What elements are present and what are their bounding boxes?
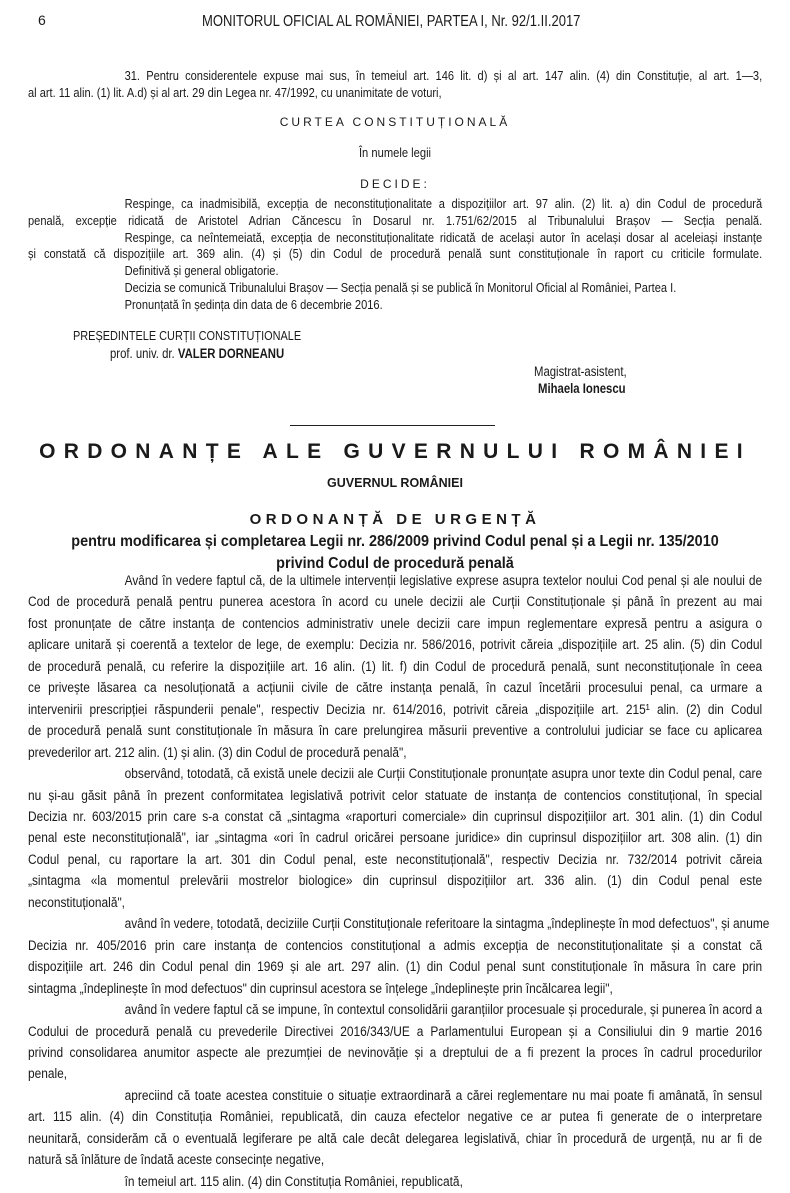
- paragraph-line: Decizia nr. 405/2016 prin care instanța de contencios constituțional a admis excepția de neconstituționalitate și a constat că: [28, 937, 763, 954]
- paragraph-line: „sintagma «la momentul prelevării mostrelor biologice» din cuprinsul dispozițiilor art. 336 alin. (1) din Codul penal este: [28, 873, 763, 890]
- president-title: PREȘEDINTELE CURȚII CONSTITUȚIONALE: [73, 328, 302, 343]
- ruling-line: Definitivă și general obligatorie.: [124, 263, 279, 279]
- paragraph-line: de procedură penală, cu referire la dispozițiile art. 16 alin. (1) lit. f) din Codul de procedură penală, sunt neconstituționale în ceea: [28, 658, 763, 675]
- paragraph-line: penal este neconstituțională", iar „sintagma «ori în cadrul oricărei persoane juridice» din cuprinsul dispozițiilor art. 308 alin. (1) din: [28, 830, 763, 847]
- ruling-line: Respinge, ca neîntemeiată, excepția de neconstituționalitate ridicată de același autor în același dosar al aceleiași instanțe: [124, 229, 763, 245]
- paragraph-line: privind consolidarea anumitor aspecte ale prezumției de nevinovăție și a dreptului de a fi prezent la proces în cadrul procedurilor: [28, 1044, 763, 1061]
- paragraph-line: penale,: [28, 1066, 68, 1083]
- paragraph-line: Codului de procedură penală cu prevederile Directivei 2016/343/UE a Parlamentului European și a Consiliului din 9 martie 2016: [28, 1023, 763, 1040]
- paragraph-line: Decizia nr. 603/2015 prin care s-a constat că „sintagma «raporturi comerciale» din cuprinsul dispozițiilor art. 301 alin. (1) din Codul: [28, 808, 763, 825]
- president-prefix: prof. univ. dr.: [110, 346, 175, 361]
- paragraph-line: având în vedere, totodată, deciziile Curții Constituționale referitoare la sintagma „îndeplinește în mod defectuos", și anume: [124, 916, 770, 933]
- subtitle-line: privind Codul de procedură penală: [276, 555, 514, 572]
- issuer: GUVERNUL ROMÂNIEI: [327, 476, 463, 490]
- page-number: 6: [38, 12, 46, 28]
- decision-rulings: [28, 196, 762, 314]
- ordinance-preamble: [28, 571, 770, 1193]
- court-heading: CURTEA CONSTITUȚIONALĂ: [279, 115, 511, 129]
- ruling-line: Decizia se comunică Tribunalului Brașov — Secția penală și se publică în Monitorul Oficial al României, Partea I.: [124, 279, 677, 295]
- section-title: ORDONANȚE ALE GUVERNULUI ROMÂNIEI: [39, 440, 751, 463]
- paragraph-line: nu și-au găsit până în prezent conformitatea legislativă potrivit celor statuate de instanța de contencios constituțional, în special: [28, 787, 763, 804]
- paragraph-line: de procedură penală sunt constituționale în măsura în care prelungirea măsurii preventive a controlului judiciar se face cu aplicarea: [28, 723, 763, 740]
- assistant-name: Mihaela Ionescu: [538, 381, 626, 396]
- in-name-of-law: În numele legii: [358, 145, 432, 160]
- ruling-line: Pronunțată în ședința din data de 6 decembrie 2016.: [124, 296, 383, 312]
- president-name: VALER DORNEANU: [177, 346, 285, 361]
- paragraph-line: Codul penal, cu raportare la art. 301 din Codul penal, este neconstituțională", respectiv Decizia nr. 732/2014 potrivit căreia: [28, 851, 763, 868]
- paragraph-line: ce privește lăsarea ca nesoluționată a acțiunii civile de către instanța penală, în cazul încetării procesului penal, ca urmare a: [28, 680, 763, 697]
- paragraph-line: observând, totodată, că există unele decizii ale Curții Constituționale pronunțate asupra unor texte din Codul penal, care: [124, 766, 763, 783]
- paragraph-line: dispozițiile art. 246 din Codul penal din 1969 și ale art. 297 alin. (1) din Codul penal sunt constituționale în măsura în care prin: [28, 959, 763, 976]
- paragraph-line: Având în vedere faptul că, de la ultimele intervenții legislative exprese asupra textelor noului Cod penal și ale noului de: [124, 573, 763, 589]
- paragraph-line: sintagma „îndeplinește în mod defectuos" din cuprinsul acestora se înțelege „îndeplinește prin încălcarea legii",: [28, 980, 613, 997]
- section-divider: [290, 425, 495, 426]
- assistant-title: Magistrat-asistent,: [534, 364, 627, 379]
- ruling-line: penală, excepție ridicată de Aristotel Adrian Căncescu în Dosarul nr. 1.751/62/2015 al Tribunalului Brașov — Secția penală.: [28, 212, 763, 228]
- paragraph-line: neconstituțională",: [28, 894, 125, 911]
- president-signature: [110, 346, 284, 361]
- ordinance-subtitle: [40, 531, 751, 575]
- decision-intro: [28, 68, 762, 102]
- paragraph-line: aplicare unitară și coerentă a textelor de lege, de exemplu: Decizia nr. 586/2016, potrivit căreia „dispozițiile art. 25 alin. (5) din Codul: [28, 637, 763, 654]
- paragraph-line: art. 115 alin. (4) din Constituția României, republicată, din cauza efectelor negative ce ar putea fi generate de o interpretare: [28, 1109, 763, 1126]
- page-header-title: MONITORUL OFICIAL AL ROMÂNIEI, PARTEA I, Nr. 92/1.II.2017: [202, 13, 581, 30]
- subtitle-line: pentru modificarea și completarea Legii nr. 286/2009 privind Codul penal și a Legii nr. 135/2010: [71, 533, 719, 550]
- paragraph-line: fost pronunțate de către instanța de contencios administrativ unele decizii care impun reglementare expresă pentru a asigura o: [28, 615, 763, 632]
- paragraph-line: prevederilor art. 212 alin. (1) și alin. (3) din Codul de procedură penală",: [28, 744, 407, 761]
- paragraph-line: intervenirii prescripției răspunderii penale", respectiv Decizia nr. 614/2016, potrivit căreia „dispozițiile art. 215¹ alin. (2) din Codul: [28, 701, 763, 718]
- decide-heading: DECIDE:: [360, 177, 430, 191]
- paragraph-line: având în vedere faptul că se impune, în contextul consolidării garanțiilor procesuale și procedurale, și punerea în acord a: [124, 1002, 763, 1019]
- paragraph-line: neunitară, considerăm că o eventuală legiferare pe altă cale decât delegarea legislativă, chiar în procedură de urgență, nu ar fi de: [28, 1130, 763, 1147]
- paragraph-line: Cod de procedură penală pentru punerea acestora în acord cu unele decizii ale Curții Constituționale și până în prezent au mai: [28, 594, 763, 611]
- paragraph-line: natură să înlăture de îndată aceste consecințe negative,: [28, 1152, 325, 1169]
- text-line: al art. 11 alin. (1) lit. A.d) și al art. 29 din Legea nr. 47/1992, cu unanimitate de voturi,: [28, 84, 442, 100]
- ruling-line: și constată că dispozițiile art. 369 alin. (4) și (5) din Codul de procedură penală sunt constituționale în raport cu criticile formulate.: [28, 246, 763, 262]
- text-line: 31. Pentru considerentele expuse mai sus, în temeiul art. 146 lit. d) și al art. 147 alin. (4) din Constituție, al art. 1—3,: [124, 68, 763, 83]
- paragraph-line: în temeiul art. 115 alin. (4) din Constituția României, republicată,: [124, 1173, 463, 1190]
- ordinance-title: ORDONANȚĂ DE URGENȚĂ: [249, 511, 541, 528]
- paragraph-line: apreciind că toate acestea constituie o situație extraordinară a cărei reglementare nu mai poate fi amânată, în sensul: [124, 1087, 763, 1104]
- ruling-line: Respinge, ca inadmisibilă, excepția de neconstituționalitate a dispozițiilor art. 97 alin. (2) lit. a) din Codul de procedură: [124, 196, 763, 211]
